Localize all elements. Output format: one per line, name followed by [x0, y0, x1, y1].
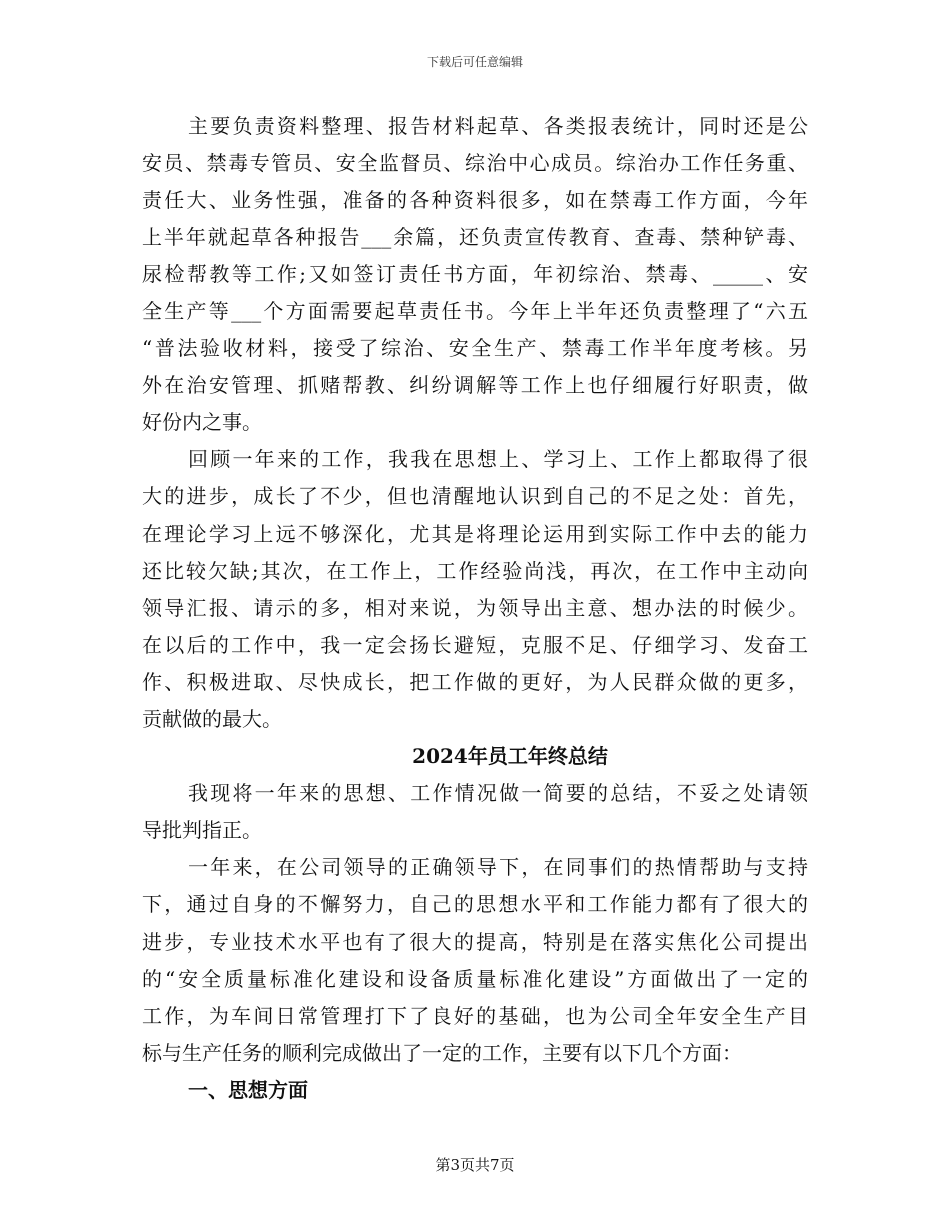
paragraph: [142, 441, 808, 738]
page-header-note: 下载后可任意编辑: [426, 55, 523, 69]
text-line: 好份内之事。: [142, 410, 262, 435]
text-line: 我现将一年来的思想、工作情况做一简要的总结，不妥之处请领: [188, 781, 808, 806]
text-line: 回顾一年来的工作，我我在思想上、学习上、工作上都取得了很: [188, 447, 808, 472]
text-line: 领导汇报、请示的多，相对来说，为领导出主意、想办法的时候少。: [142, 595, 808, 620]
page-indicator: 第3页共7页: [435, 1156, 515, 1174]
text-line: 上半年就起草各种报告___余篇，还负责宣传教育、查毒、禁种铲毒、: [142, 224, 808, 249]
text-line: 全生产等___个方面需要起草责任书。今年上半年还负责整理了“六五: [142, 298, 808, 323]
text-line: 一年来，在公司领导的正确领导下，在同事们的热情帮助与支持: [188, 855, 808, 880]
text-line: 作、积极进取、尽快成长，把工作做的更好，为人民群众做的更多，: [142, 669, 808, 694]
text-line: 导批判指正。: [142, 818, 262, 843]
text-line: 在以后的工作中，我一定会扬长避短，克服不足、仔细学习、发奋工: [142, 632, 808, 657]
text-line: 还比较欠缺;其次，在工作上，工作经验尚浅，再次，在工作中主动向: [142, 558, 808, 583]
text-line: 外在治安管理、抓赌帮教、纠纷调解等工作上也仔细履行好职责，做: [142, 373, 808, 398]
text-line: 大的进步，成长了不少，但也清醒地认识到自己的不足之处：首先，: [142, 484, 808, 509]
document-title: 2024年员工年终总结: [412, 744, 608, 769]
text-line: 在理论学习上远不够深化，尤其是将理论运用到实际工作中去的能力: [142, 521, 808, 546]
text-line: 的“安全质量标准化建设和设备质量标准化建设”方面做出了一定的: [142, 966, 808, 991]
text-line: 工作，为车间日常管理打下了良好的基础，也为公司全年安全生产目: [142, 1003, 808, 1028]
text-line: 主要负责资料整理、报告材料起草、各类报表统计，同时还是公: [188, 113, 808, 138]
paragraph: [142, 775, 808, 849]
text-line: 尿检帮教等工作;又如签订责任书方面，年初综治、禁毒、_____、安: [142, 261, 808, 286]
text-line: 安员、禁毒专管员、安全监督员、综治中心成员。综治办工作任务重、: [142, 150, 808, 175]
document-body: [142, 108, 808, 1110]
text-line: 标与生产任务的顺利完成做出了一定的工作，主要有以下几个方面：: [142, 1040, 742, 1065]
text-line: 责任大、业务性强，准备的各种资料很多，如在禁毒工作方面，今年: [142, 187, 808, 212]
section-heading: 一、思想方面: [188, 1077, 308, 1102]
text-line: “普法验收材料，接受了综治、安全生产、禁毒工作半年度考核。另: [142, 336, 808, 361]
text-line: 下，通过自身的不懈努力，自己的思想水平和工作能力都有了很大的: [142, 892, 808, 917]
paragraph: [142, 849, 808, 1072]
text-line: 贡献做的最大。: [142, 707, 282, 731]
paragraph: [142, 108, 808, 442]
text-line: 进步，专业技术水平也有了很大的提高，特别是在落实焦化公司提出: [142, 929, 808, 954]
